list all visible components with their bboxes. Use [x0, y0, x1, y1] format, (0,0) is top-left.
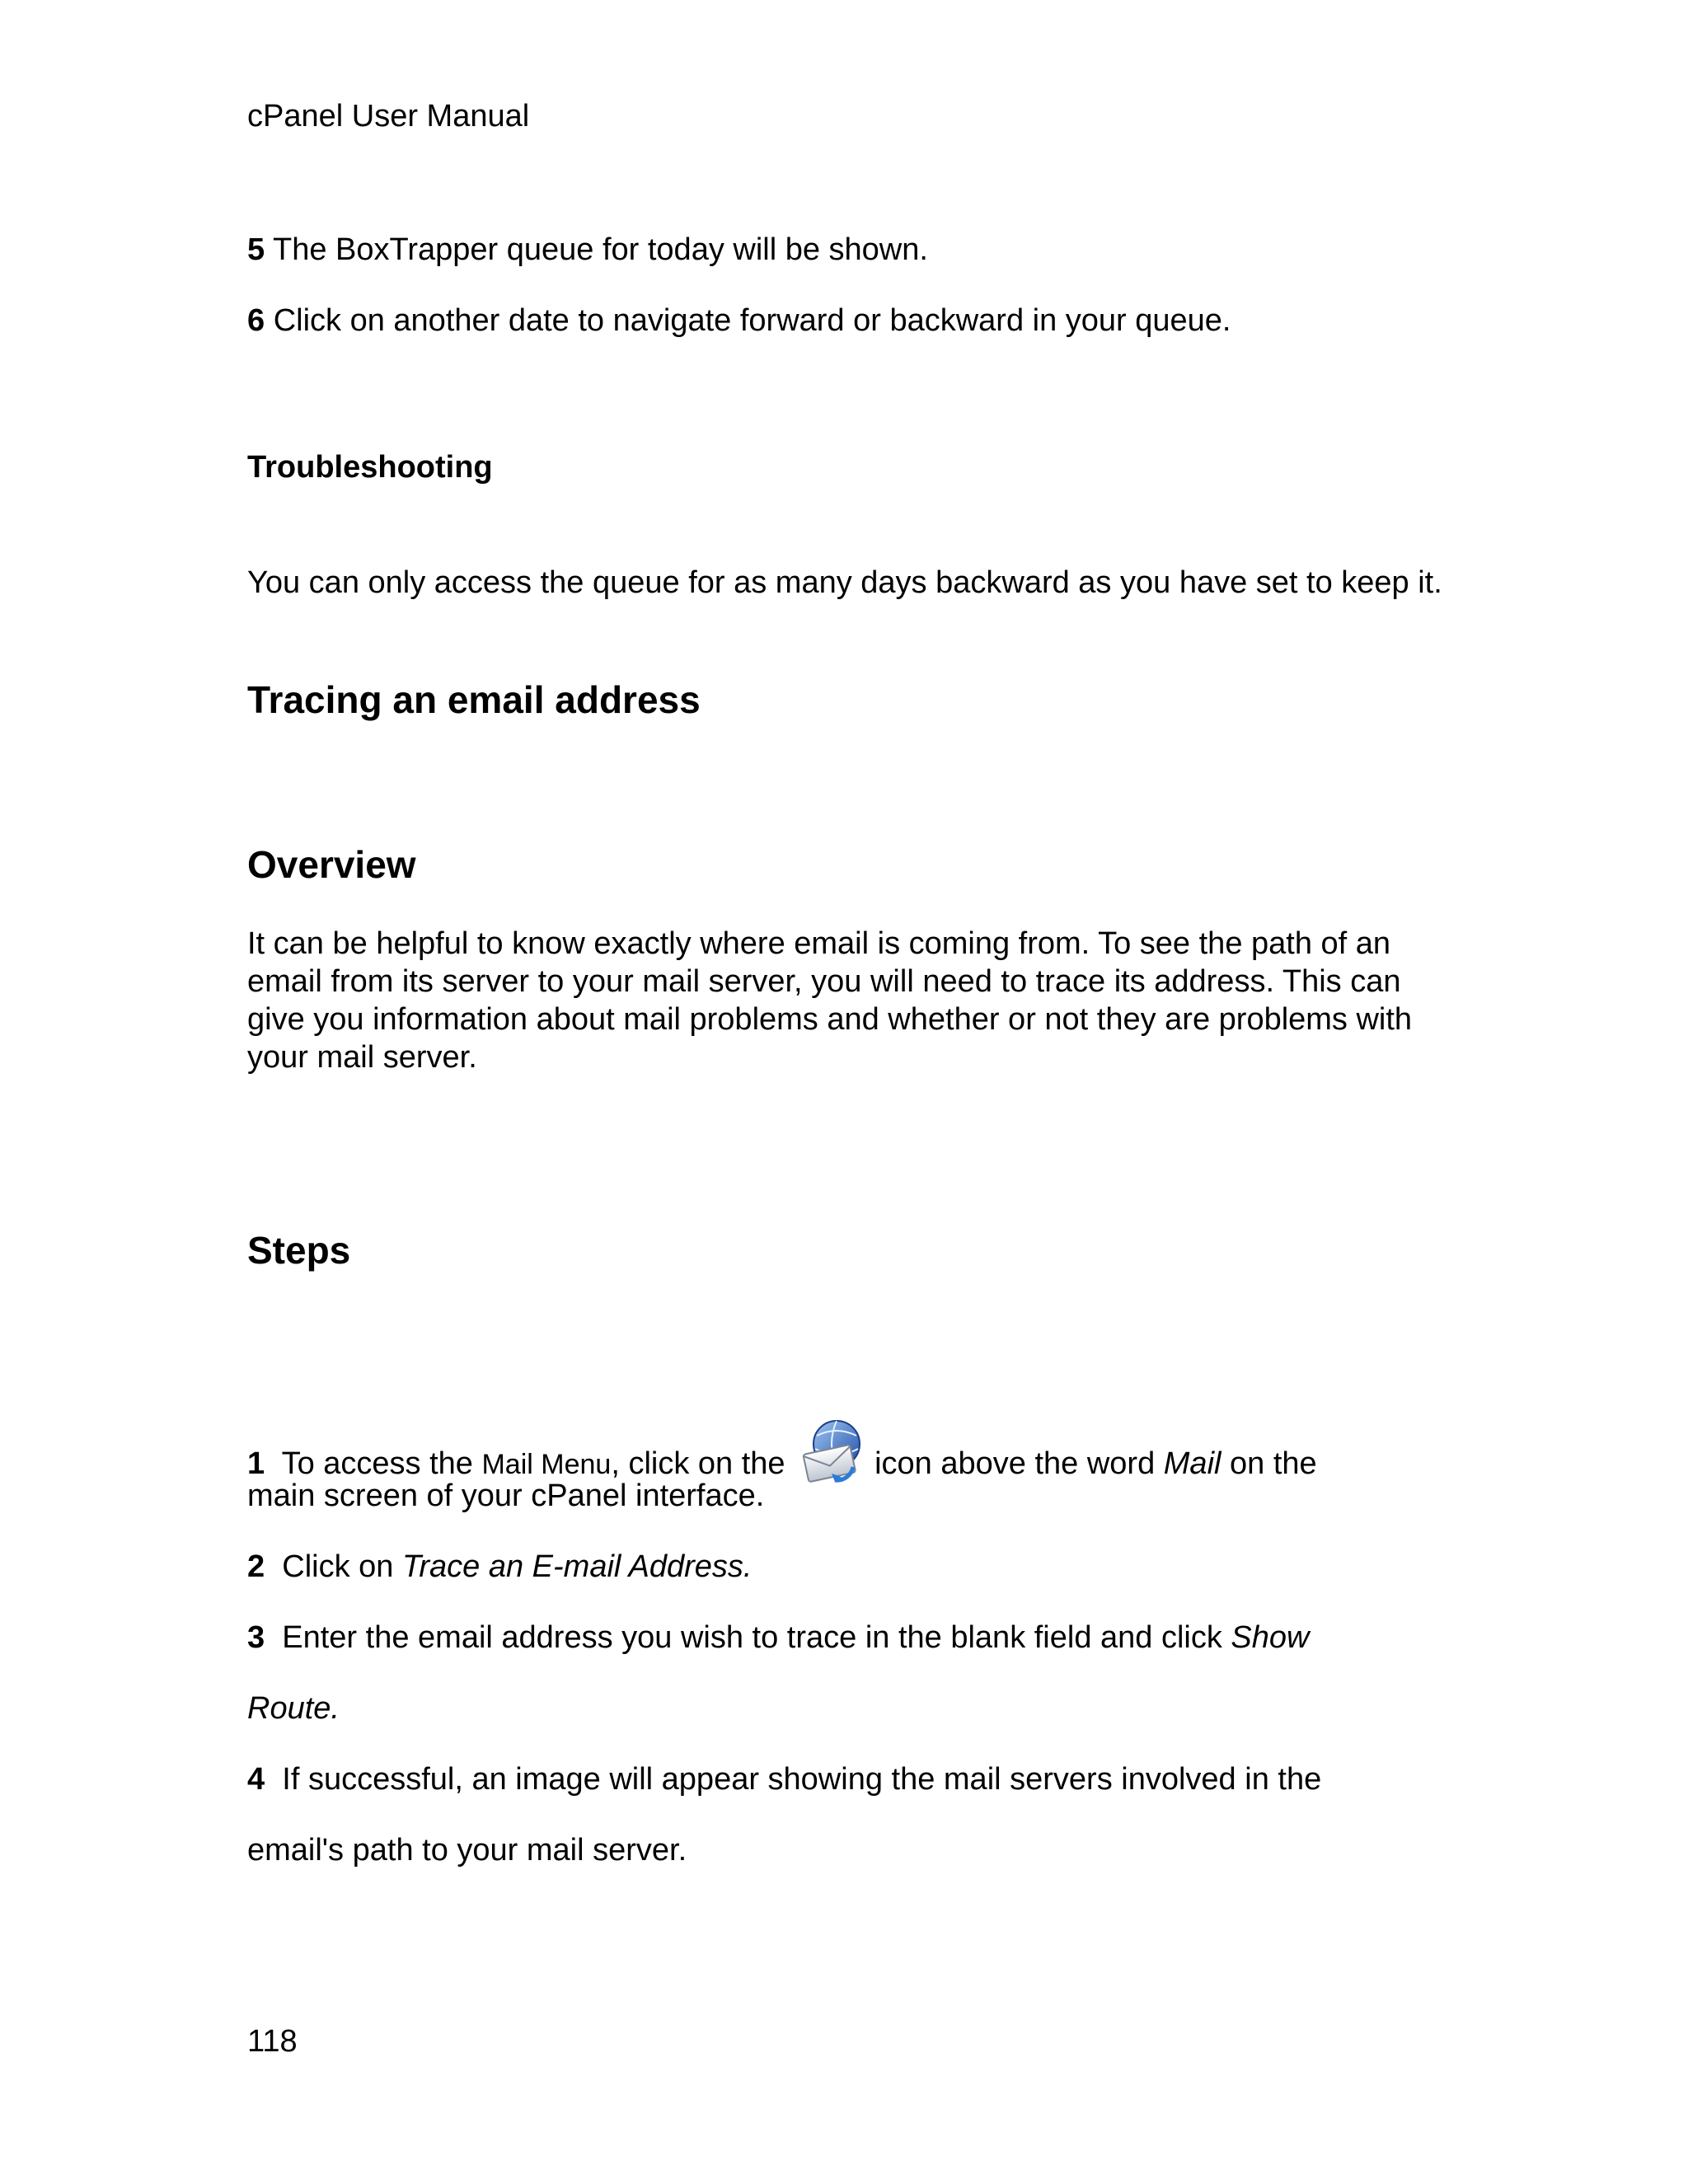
steps-heading: Steps: [247, 1229, 351, 1272]
mail-icon[interactable]: [799, 1416, 868, 1485]
overview-heading: Overview: [247, 843, 416, 886]
step-number: 3: [247, 1620, 265, 1655]
step-number: 6: [247, 303, 265, 338]
step-4: [247, 1760, 1321, 1798]
page-number: 118: [247, 2024, 298, 2059]
step-text: Enter the email address you wish to trace in the blank field and click: [282, 1620, 1231, 1655]
step-number: 2: [247, 1549, 265, 1584]
step-text: The BoxTrapper queue for today will be shown.: [273, 232, 928, 267]
step-5: [247, 231, 928, 269]
step-1-continued: main screen of your cPanel interface.: [247, 1479, 765, 1513]
step-6: [247, 302, 1231, 340]
show-route-text: Route.: [247, 1691, 340, 1726]
running-header: cPanel User Manual: [247, 99, 530, 134]
step-3: [247, 1619, 1309, 1657]
step-text: Click on another date to navigate forward or backward in your queue.: [273, 303, 1231, 338]
mail-menu-label: Mail Menu: [481, 1449, 612, 1480]
step-text: If successful, an image will appear showing the mail servers involved in the: [282, 1762, 1322, 1797]
section-title: Tracing an email address: [247, 678, 701, 721]
overview-text: It can be helpful to know exactly where email is coming from. To see the path of an email from its server to your mail server, you will need to trace its address. This can give you information about mail problems and whether or not they are problems with your mail server.: [247, 926, 1413, 1075]
mail-word: Mail: [1163, 1446, 1221, 1481]
show-route-text: Show: [1231, 1620, 1310, 1655]
step-1: [247, 1416, 1317, 1485]
troubleshooting-heading: Troubleshooting: [247, 450, 493, 485]
step-number: 5: [247, 232, 265, 267]
step-number: 4: [247, 1762, 265, 1797]
step-2: [247, 1548, 752, 1586]
step-text: To access the: [281, 1446, 482, 1481]
troubleshooting-text: You can only access the queue for as many days backward as you have set to keep it.: [247, 565, 1442, 600]
step-text: Click on: [282, 1549, 402, 1584]
trace-email-link-text: Trace an E-mail Address.: [401, 1549, 753, 1584]
step-text: , click on the: [611, 1446, 785, 1481]
step-text: icon above the word: [874, 1446, 1164, 1481]
step-text: on the: [1221, 1446, 1317, 1481]
step-4-continued: email's path to your mail server.: [247, 1833, 687, 1868]
step-3-continued: [247, 1690, 340, 1727]
step-number: 1: [247, 1446, 265, 1481]
